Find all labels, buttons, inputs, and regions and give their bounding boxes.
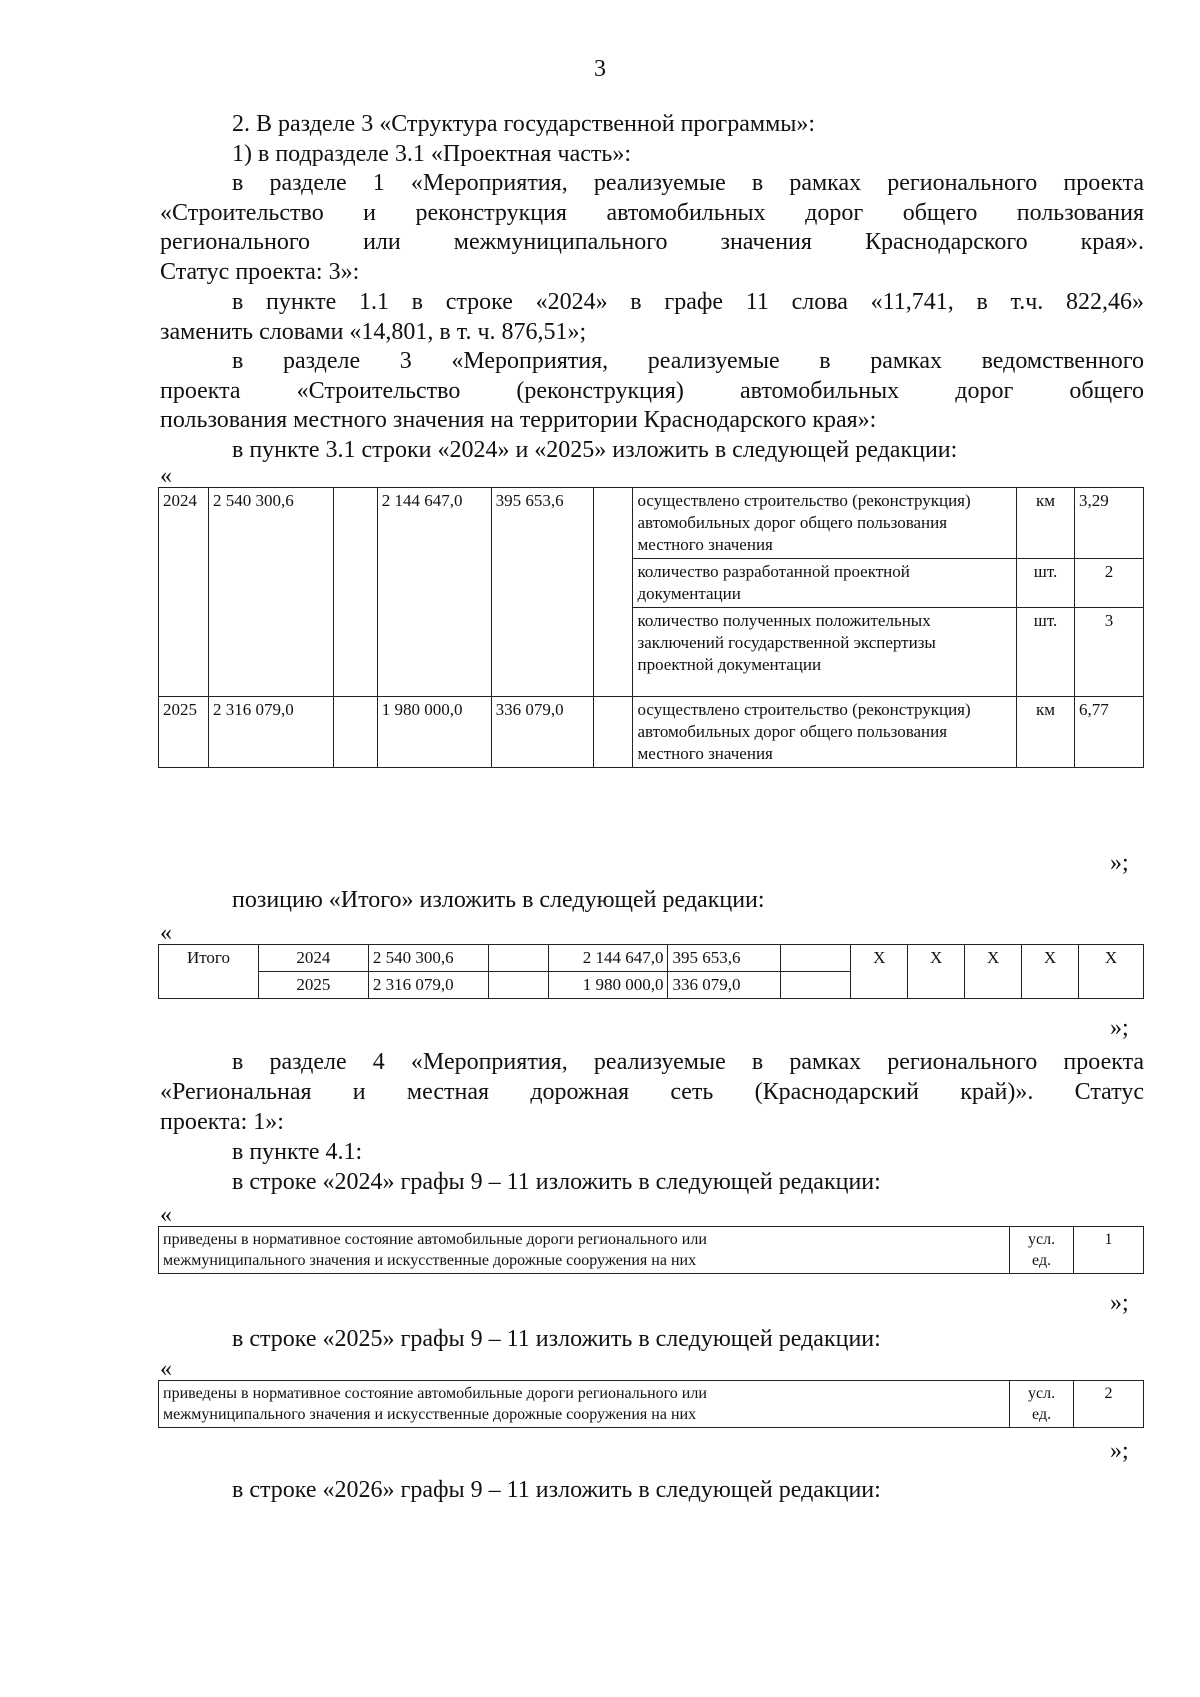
table-item-3-1 [158, 487, 1144, 768]
indicator-cell: количество разработанной проектной документации [633, 559, 1017, 608]
paragraph-row-2024: в строке «2024» графы 9 – 11 изложить в следующей редакции: [232, 1169, 881, 1195]
total-cell: 2 316 079,0 [368, 972, 488, 999]
indicator-cell [159, 1381, 1010, 1428]
open-quote: « [160, 1202, 172, 1228]
year-cell: 2024 [159, 488, 209, 697]
paragraph-section-3-dept-line1: в разделе 3 «Мероприятия, реализуемые в рамках ведомственного [232, 348, 1144, 374]
paragraph-section-3-dept-line3: пользования местного значения на территории Краснодарского края»: [160, 407, 877, 433]
unit-cell [1010, 1381, 1074, 1428]
indicator-line: межмуниципального значения и искусственные дорожные сооружения на них [163, 1406, 697, 1423]
indicator-cell [159, 1227, 1010, 1274]
table-row [159, 697, 1144, 768]
open-quote: « [160, 463, 172, 489]
paragraph-section-3-dept-line2: проекта «Строительство (реконструкция) автомобильных дорог общего [160, 378, 1144, 404]
x-cell: X [851, 945, 908, 999]
unit-cell [1010, 1227, 1074, 1274]
paragraph-row-2025: в строке «2025» графы 9 – 11 изложить в следующей редакции: [232, 1326, 881, 1352]
value-cell: 2 [1075, 559, 1144, 608]
table-row [159, 488, 1144, 559]
empty-cell [781, 945, 851, 972]
amount-cell: 2 144 647,0 [377, 488, 491, 697]
amount-cell: 2 144 647,0 [548, 945, 668, 972]
empty-cell [593, 488, 633, 697]
unit-cell: км [1017, 488, 1075, 559]
total-cell: 2 316 079,0 [208, 697, 333, 768]
paragraph-row-2026: в строке «2026» графы 9 – 11 изложить в следующей редакции: [232, 1477, 881, 1503]
paragraph-section-1-line2: «Строительство и реконструкция автомобильных дорог общего пользования [160, 200, 1144, 226]
itogo-label: Итого [159, 945, 259, 999]
x-cell: X [965, 945, 1022, 999]
paragraph-item-1-1-line2: заменить словами «14,801, в т. ч. 876,51»; [160, 319, 587, 345]
indicator-cell: количество полученных положительных заключений государственной экспертизы проектной документации [633, 608, 1017, 697]
empty-cell [781, 972, 851, 999]
indicator-line: межмуниципального значения и искусственные дорожные сооружения на них [163, 1252, 697, 1269]
x-cell: X [1079, 945, 1144, 999]
value-cell: 1 [1074, 1227, 1144, 1274]
value-cell: 6,77 [1075, 697, 1144, 768]
empty-cell [488, 972, 548, 999]
paragraph-section-1-line4: Статус проекта: 3»: [160, 259, 360, 285]
indicator-line: приведены в нормативное состояние автомобильные дороги регионального или [163, 1231, 707, 1248]
year-cell: 2024 [258, 945, 368, 972]
close-quote: »; [1110, 1015, 1129, 1041]
close-quote: »; [1110, 1438, 1129, 1464]
value-cell: 3,29 [1075, 488, 1144, 559]
x-cell: X [1022, 945, 1079, 999]
close-quote: »; [1110, 1290, 1129, 1316]
paragraph-section-4-line3: проекта: 1»: [160, 1109, 284, 1135]
table-row [159, 1227, 1144, 1274]
amount-cell: 1 980 000,0 [548, 972, 668, 999]
amount-cell: 336 079,0 [491, 697, 593, 768]
unit-cell: шт. [1017, 608, 1075, 697]
paragraph-section-1-line1: в разделе 1 «Мероприятия, реализуемые в рамках регионального проекта [232, 170, 1144, 196]
unit-line: ед. [1032, 1406, 1052, 1423]
empty-cell [333, 697, 377, 768]
x-cell: X [908, 945, 965, 999]
paragraph-item-3-1: в пункте 3.1 строки «2024» и «2025» изложить в следующей редакции: [232, 437, 958, 463]
amount-cell: 395 653,6 [668, 945, 781, 972]
page-number: 3 [594, 56, 606, 82]
table-row-2024 [158, 1226, 1144, 1274]
empty-cell [333, 488, 377, 697]
table-itogo [158, 944, 1144, 999]
unit-line: усл. [1028, 1231, 1056, 1248]
paragraph-subsection-3-1: 1) в подразделе 3.1 «Проектная часть»: [232, 141, 631, 167]
year-cell: 2025 [258, 972, 368, 999]
paragraph-itogo: позицию «Итого» изложить в следующей редакции: [232, 887, 765, 913]
unit-cell: шт. [1017, 559, 1075, 608]
open-quote: « [160, 1356, 172, 1382]
indicator-line: приведены в нормативное состояние автомобильные дороги регионального или [163, 1385, 707, 1402]
table-row [159, 945, 1144, 972]
paragraph-item-1-1-line1: в пункте 1.1 в строке «2024» в графе 11 слова «11,741, в т.ч. 822,46» [232, 289, 1144, 315]
paragraph-item-4-1: в пункте 4.1: [232, 1139, 363, 1165]
table-row-2025 [158, 1380, 1144, 1428]
paragraph-section-1-line3: регионального или межмуниципального значения Краснодарского края». [160, 229, 1144, 255]
unit-cell: км [1017, 697, 1075, 768]
year-cell: 2025 [159, 697, 209, 768]
value-cell: 2 [1074, 1381, 1144, 1428]
amount-cell: 336 079,0 [668, 972, 781, 999]
paragraph-section-3: 2. В разделе 3 «Структура государственной программы»: [232, 111, 816, 137]
indicator-cell: осуществлено строительство (реконструкция) автомобильных дорог общего пользования местного значения [633, 488, 1017, 559]
paragraph-section-4-line2: «Региональная и местная дорожная сеть (Краснодарский край)». Статус [160, 1079, 1144, 1105]
open-quote: « [160, 920, 172, 946]
total-cell: 2 540 300,6 [368, 945, 488, 972]
empty-cell [488, 945, 548, 972]
value-cell: 3 [1075, 608, 1144, 697]
unit-line: усл. [1028, 1385, 1056, 1402]
indicator-cell: осуществлено строительство (реконструкция) автомобильных дорог общего пользования местного значения [633, 697, 1017, 768]
amount-cell: 395 653,6 [491, 488, 593, 697]
unit-line: ед. [1032, 1252, 1052, 1269]
table-row [159, 1381, 1144, 1428]
close-quote: »; [1110, 850, 1129, 876]
amount-cell: 1 980 000,0 [377, 697, 491, 768]
total-cell: 2 540 300,6 [208, 488, 333, 697]
empty-cell [593, 697, 633, 768]
paragraph-section-4-line1: в разделе 4 «Мероприятия, реализуемые в рамках регионального проекта [232, 1049, 1144, 1075]
